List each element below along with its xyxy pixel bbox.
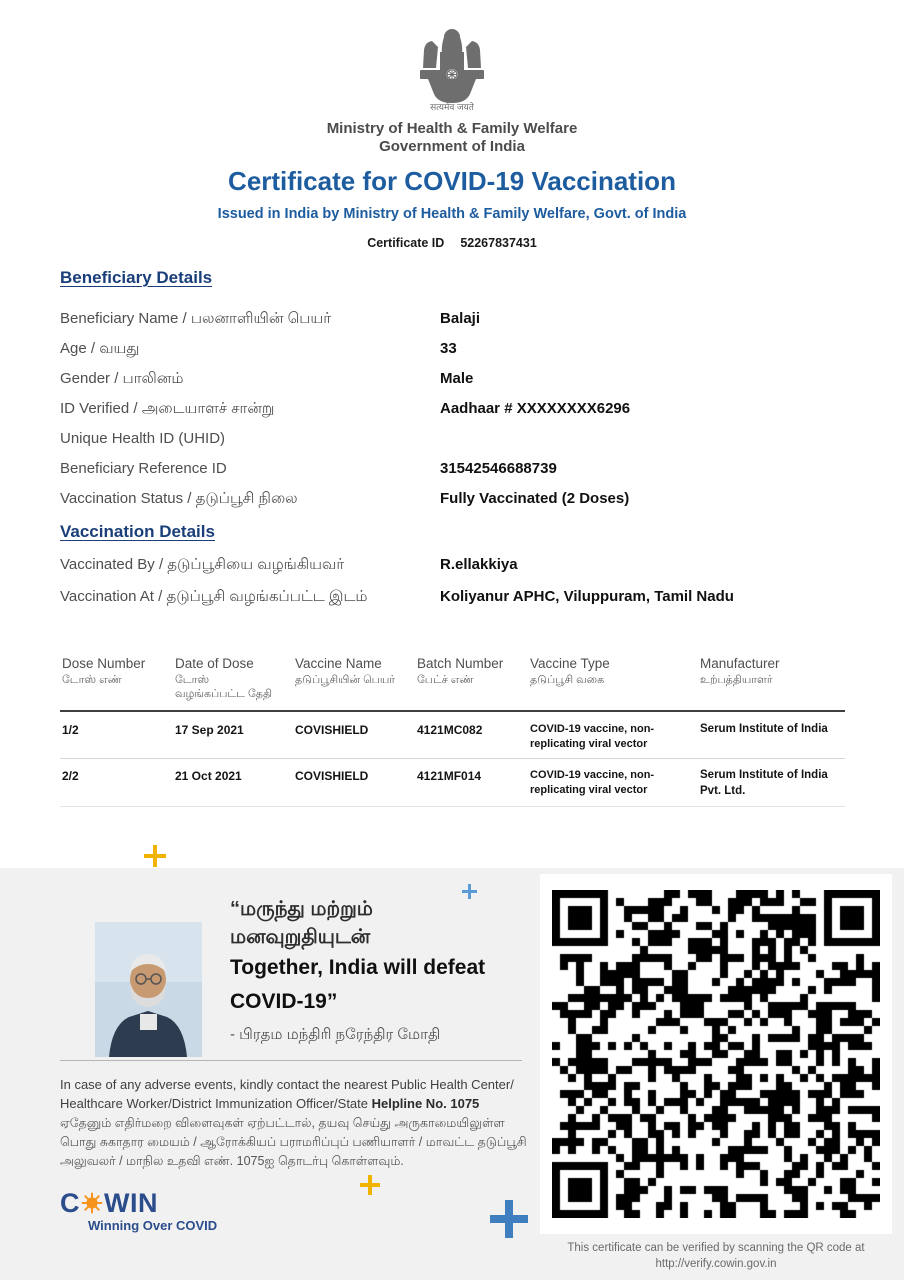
field-value: R.ellakkiya <box>440 556 518 573</box>
certificate-id-value: 52267837431 <box>460 236 537 250</box>
cell-dose: 2/2 <box>62 769 79 783</box>
india-emblem-icon <box>414 26 490 109</box>
adverse-events-text-ta: ஏதேனும் எதிர்மறை விளைவுகள் ஏற்பட்டால், தயவு செய்து அருகாமையிலுள்ள பொது சுகாதார மையம் / ஆரோக்கியப் பராமரிப்புப் பணியாளர் / மாவட்ட தடுப்பூசி அலுவலர் / மாநில உதவி எண். 1075ஐ தொடர்பு கொள்ளவும். <box>60 1116 527 1168</box>
cell-date: 17 Sep 2021 <box>175 723 244 737</box>
cell-date: 21 Oct 2021 <box>175 769 242 783</box>
field-label: Vaccination Status / தடுப்பூசி நிலை <box>60 490 298 507</box>
field-id-verified <box>60 400 850 422</box>
field-value: Fully Vaccinated (2 Doses) <box>440 490 630 507</box>
cell-type: COVID-19 vaccine, non-replicating viral vector <box>530 723 655 750</box>
field-value: 31542546688739 <box>440 460 557 477</box>
field-value: Male <box>440 370 474 387</box>
table-row <box>0 768 904 802</box>
table-row-rule <box>60 806 845 807</box>
quote-english-line2: COVID-19” <box>230 990 338 1013</box>
cell-manufacturer: Serum Institute of India Pvt. Ltd. <box>700 769 828 797</box>
field-label: Beneficiary Name / பலனாளியின் பெயர் <box>60 310 332 327</box>
quote-english-line1: Together, India will defeat <box>230 956 486 979</box>
field-beneficiary-name <box>60 310 850 332</box>
cowin-letter-c: C <box>60 1188 80 1218</box>
helpline-number: Helpline No. 1075 <box>371 1095 480 1111</box>
qr-caption <box>540 1240 892 1272</box>
certificate-id-row <box>0 236 904 250</box>
field-beneficiary-reference-id <box>60 460 850 482</box>
quote-tamil-line1: “மருந்து மற்றும் <box>230 898 373 920</box>
field-value: Aadhaar # XXXXXXXX6296 <box>440 400 631 417</box>
quote-attribution: - பிரதம மந்திரி நரேந்திர மோதி <box>230 1026 441 1043</box>
col-manufacturer: Manufacturer உற்பத்தியாளர் <box>700 656 780 686</box>
qr-caption-line1: This certificate can be verified by scanning the QR code at <box>567 1242 865 1254</box>
field-label: Beneficiary Reference ID <box>60 460 227 477</box>
field-label: Unique Health ID (UHID) <box>60 430 226 447</box>
col-date-of-dose: Date of Dose டோஸ் வழங்கப்பட்ட தேதி <box>175 656 272 700</box>
field-label: Gender / பாலினம் <box>60 370 184 387</box>
certificate-id-label: Certificate ID <box>367 236 445 250</box>
col-vaccine-name: Vaccine Name தடுப்பூசியின் பெயர் <box>295 656 396 686</box>
field-label: Vaccinated By / தடுப்பூசியை வழங்கியவர் <box>60 556 345 573</box>
pm-photo <box>95 922 202 1057</box>
plus-decoration-icon <box>462 884 477 899</box>
field-age <box>60 340 850 362</box>
qr-code <box>540 874 892 1234</box>
cell-manufacturer: Serum Institute of India <box>700 723 828 735</box>
field-value: Koliyanur APHC, Viluppuram, Tamil Nadu <box>440 588 734 605</box>
cowin-logo <box>60 1188 158 1219</box>
certificate-subtitle: Issued in India by Ministry of Health & Family Welfare, Govt. of India <box>217 206 687 222</box>
ministry-name: Ministry of Health & Family Welfare <box>326 120 578 137</box>
adverse-events-text-en <box>60 1076 522 1114</box>
adverse-events-pre: In case of any adverse events, kindly contact the nearest Public Health Center/ Healthcare Worker/District Immunization Officer/State <box>60 1077 514 1111</box>
col-vaccine-type: Vaccine Type தடுப்பூசி வகை <box>530 656 610 686</box>
field-gender <box>60 370 850 392</box>
qr-code-canvas <box>552 890 880 1218</box>
cell-batch: 4121MC082 <box>417 723 483 737</box>
cell-batch: 4121MF014 <box>417 769 482 783</box>
qr-caption-line2: http://verify.cowin.gov.in <box>655 1258 777 1271</box>
field-label: Age / வயது <box>60 340 140 357</box>
field-label: Vaccination At / தடுப்பூசி வழங்கப்பட்ட இடம் <box>60 588 368 605</box>
col-dose-number: Dose Number டோஸ் எண் <box>62 656 146 686</box>
cowin-letters-win: WIN <box>104 1188 158 1218</box>
certificate-title: Certificate for COVID-19 Vaccination <box>228 166 676 196</box>
virus-icon <box>81 1192 103 1219</box>
field-uhid <box>60 430 850 452</box>
table-header-rule <box>60 710 845 712</box>
field-vaccinated-by <box>60 556 850 578</box>
government-name: Government of India <box>379 138 525 155</box>
field-vaccination-at <box>60 588 850 610</box>
cowin-tagline: Winning Over COVID <box>88 1218 218 1233</box>
cell-vaccine: COVISHIELD <box>295 769 369 783</box>
field-label: ID Verified / அடையாளச் சான்று <box>60 400 275 417</box>
cell-dose: 1/2 <box>62 723 79 737</box>
field-value: 33 <box>440 340 457 357</box>
col-batch-number: Batch Number பேட்ச் எண் <box>417 656 504 686</box>
vaccination-details-heading: Vaccination Details <box>60 522 215 541</box>
dose-table-header <box>0 656 904 710</box>
emblem-motto: सत्यमेव जयते <box>430 102 474 112</box>
field-value: Balaji <box>440 310 481 327</box>
plus-decoration-icon <box>490 1200 528 1238</box>
table-row-rule <box>60 758 845 759</box>
plus-decoration-icon <box>360 1175 380 1195</box>
plus-decoration-icon <box>144 845 166 867</box>
footer-divider <box>60 1060 522 1061</box>
table-row <box>0 722 904 756</box>
cell-type: COVID-19 vaccine, non-replicating viral vector <box>530 769 655 796</box>
beneficiary-details-heading: Beneficiary Details <box>60 268 213 287</box>
quote-tamil-line2: மனவுறுதியுடன் <box>230 926 371 948</box>
field-vaccination-status <box>60 490 850 512</box>
cell-vaccine: COVISHIELD <box>295 723 369 737</box>
